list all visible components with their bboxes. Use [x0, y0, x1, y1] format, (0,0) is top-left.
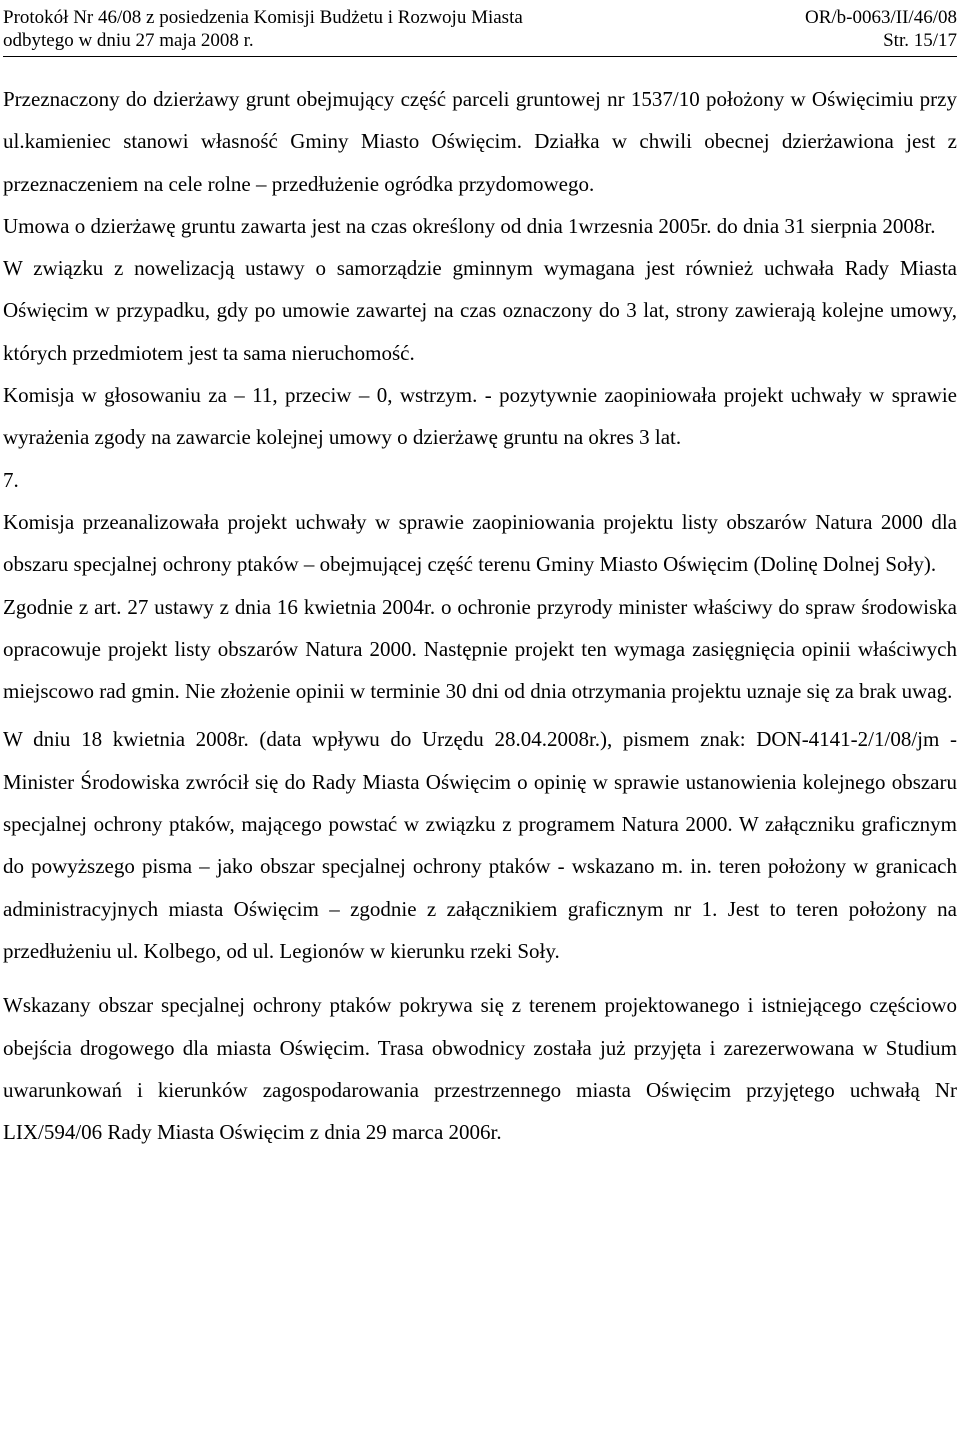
paragraph-natura-2000: Komisja przeanalizowała projekt uchwały w sprawie zaopiniowania projektu listy obszarów Natura 2000 dla obszaru specjalnej ochrony ptaków – obejmującej część terenu Gminy Miasto Oświęcim (Dolinę Dolnej Soły).: [3, 509, 957, 577]
paragraph-minister-letter: W dniu 18 kwietnia 2008r. (data wpływu do Urzędu 28.04.2008r.), pismem znak: DON-4141-2/1/08/jm - Minister Środowiska zwrócił się do Rady Miasta Oświęcim o opinię w sprawie ustanowienia kolejnego obszaru specjalnej ochrony ptaków, mającego powstać w związku z programem Natura 2000. W załączniku graficznym do powyższego pisma – jako obszar specjalnej ochrony ptaków - wskazano m. in. teren położony w granicach administracyjnych miasta Oświęcim – zgodnie z załącznikiem graficznym nr 1. Jest to teren położony na przedłużeniu ul. Kolbego, od ul. Legionów w kierunku rzeki Soły.: [3, 727, 957, 963]
paragraph-legal-basis: W związku z nowelizacją ustawy o samorządzie gminnym wymagana jest również uchwała Rady Miasta Oświęcim w przypadku, gdy po umowie zawartej na czas oznaczony do 3 lat, strony zawierają kolejne umowy, których przedmiotem jest ta sama nieruchomość.: [3, 256, 957, 365]
header-row-1: [3, 6, 957, 29]
meeting-date: odbytego w dniu 27 maja 2008 r.: [3, 30, 254, 51]
paragraph-bypass-route: Wskazany obszar specjalnej ochrony ptaków pokrywa się z terenem projektowanego i istniejącego częściowo obejścia drogowego dla miasta Oświęcim. Trasa obwodnicy została już przyjęta i zarezerwowana w Studium uwarunkowań i kierunków zagospodarowania przestrzennego miasta Oświęcim przyjętego uchwałą Nr LIX/594/06 Rady Miasta Oświęcim z dnia 29 marca 2006r.: [3, 993, 957, 1145]
paragraph-land-lease: Przeznaczony do dzierżawy grunt obejmujący część parceli gruntowej nr 1537/10 położony w Oświęcimiu przy ul.kamieniec stanowi własność Gminy Miasto Oświęcim. Działka w chwili obecnej dzierżawiona jest z przeznaczeniem na cele rolne – przedłużenie ogródka przydomowego.: [3, 87, 957, 196]
paragraph-legal-reference: Zgodnie z art. 27 ustawy z dnia 16 kwietnia 2004r. o ochronie przyrody minister właściwy do spraw środowiska opracowuje projekt listy obszarów Natura 2000. Następnie projekt ten wymaga zasięgnięcia opinii właściwych miejscowo rad gmin. Nie złożenie opinii w terminie 30 dni od dnia otrzymania projektu uznaje się za brak uwag.: [3, 594, 957, 704]
protocol-title: Protokół Nr 46/08 z posiedzenia Komisji Budżetu i Rozwoju Miasta: [3, 7, 523, 28]
paragraph-lease-term: Umowa o dzierżawę gruntu zawarta jest na czas określony od dnia 1wrzesnia 2005r. do dnia 31 sierpnia 2008r.: [3, 213, 936, 238]
paragraph-vote-result: Komisja w głosowaniu za – 11, przeciw – 0, wstrzym. - pozytywnie zaopiniowała projekt uchwały w sprawie wyrażenia zgody na zawarcie kolejnej umowy o dzierżawę gruntu na okres 3 lat.: [3, 383, 957, 450]
header-row-2: [3, 29, 957, 52]
agenda-item-number: 7.: [3, 467, 19, 492]
page-number: Str. 15/17: [883, 30, 957, 51]
page-header: [3, 6, 957, 57]
document-reference: OR/b-0063/II/46/08: [805, 7, 957, 28]
document-body: [3, 78, 957, 1153]
